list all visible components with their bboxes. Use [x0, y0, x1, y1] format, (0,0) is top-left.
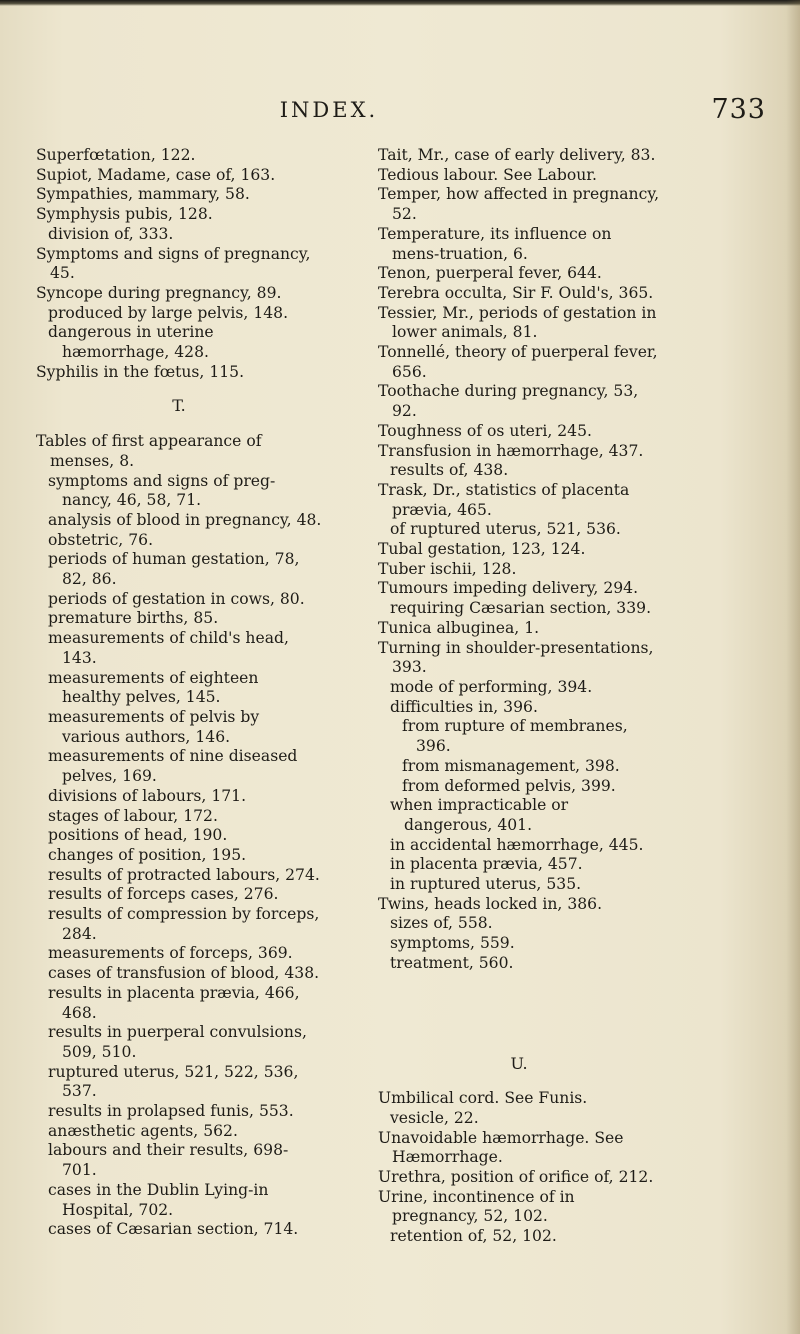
index-entry: Tait, Mr., case of early delivery, 83.: [378, 146, 656, 164]
index-entry: Syncope during pregnancy, 89.: [36, 283, 282, 302]
index-entry: Tumours impeding delivery, 294.: [378, 579, 639, 598]
index-entry: measurements of eighteen healthy pelves, 145.: [48, 668, 259, 707]
index-entry: mode of performing, 394.: [390, 677, 593, 696]
index-entry: results in placenta prævia, 466, 468.: [48, 983, 300, 1022]
index-section-u: [378, 1089, 660, 1247]
index-entry: Twins, heads locked in, 386.: [378, 894, 603, 913]
index-entry: Trask, Dr., statistics of placenta prævia, 465.: [378, 480, 630, 519]
index-entry: measurements of forceps, 369.: [48, 944, 293, 963]
index-entry: results of forceps cases, 276.: [48, 885, 279, 904]
index-entry: Syphilis in the fœtus, 115.: [36, 362, 245, 381]
index-entry: produced by large pelvis, 148.: [48, 303, 289, 322]
index-entry: in placenta prævia, 457.: [390, 855, 583, 874]
index-section-t-continued: [378, 146, 660, 974]
index-entry: Umbilical cord. See Funis.: [378, 1089, 588, 1108]
index-entry: Tuber ischii, 128.: [378, 559, 517, 578]
index-entry: vesicle, 22.: [390, 1108, 479, 1127]
index-entry: cases in the Dublin Lying-in Hospital, 702.: [48, 1180, 269, 1219]
index-entry: division of, 333.: [48, 224, 174, 243]
index-entry: results of, 438.: [390, 461, 509, 480]
index-entry: Urine, incontinence of in pregnancy, 52, 102.: [378, 1187, 575, 1226]
index-entry: Tedious labour. See Labour.: [378, 165, 597, 184]
index-entry: ruptured uterus, 521, 522, 536, 537.: [48, 1062, 299, 1101]
index-entry: anæsthetic agents, 562.: [48, 1121, 238, 1140]
index-section-t: [36, 432, 322, 1240]
index-entry: difficulties in, 396.: [390, 697, 538, 716]
right-column: [378, 146, 660, 1247]
index-entry: results of compression by forceps, 284.: [48, 905, 320, 943]
index-entry: Superfœtation, 122.: [36, 146, 196, 164]
index-entry: from mismanagement, 398.: [402, 756, 620, 775]
index-entry: results in prolapsed funis, 553.: [48, 1102, 294, 1121]
index-entry: Sympathies, mammary, 58.: [36, 185, 250, 204]
index-entry: retention of, 52, 102.: [390, 1227, 557, 1246]
index-entry: Temper, how affected in pregnancy, 52.: [378, 185, 660, 224]
page-top-shadow: [0, 0, 800, 6]
index-entry: Supiot, Madame, case of, 163.: [36, 165, 276, 184]
index-entry: from rupture of membranes, 396.: [402, 717, 628, 756]
index-entry: Tenon, puerperal fever, 644.: [378, 264, 602, 283]
index-entry: analysis of blood in pregnancy, 48.: [48, 510, 322, 529]
index-entry: premature births, 85.: [48, 609, 219, 628]
index-entry: when impracticable or dangerous, 401.: [390, 796, 569, 834]
index-entry: Tubal gestation, 123, 124.: [378, 540, 586, 559]
index-entry: measurements of nine diseased pelves, 169.: [48, 747, 298, 786]
index-entry: in accidental hæmorrhage, 445.: [390, 835, 644, 854]
index-entry: Tessier, Mr., periods of gestation in lower animals, 81.: [378, 303, 657, 342]
index-entry: Toothache during pregnancy, 53, 92.: [378, 382, 639, 421]
index-entry: Symphysis pubis, 128.: [36, 205, 213, 224]
index-entry: Urethra, position of orifice of, 212.: [378, 1168, 654, 1187]
index-entry: periods of gestation in cows, 80.: [48, 589, 305, 608]
index-entry: from deformed pelvis, 399.: [402, 776, 616, 795]
index-entry: results in puerperal convulsions, 509, 510.: [48, 1023, 307, 1061]
index-entry: Temperature, its influence on mens-truation, 6.: [378, 224, 612, 263]
index-entry: measurements of child's head, 143.: [48, 629, 289, 667]
index-entry: Symptoms and signs of pregnancy, 45.: [36, 244, 311, 283]
index-entry: symptoms, 559.: [390, 934, 515, 953]
index-entry: measurements of pelvis by various authors, 146.: [48, 707, 260, 746]
page-number: 733: [711, 94, 766, 125]
index-section-s: [36, 146, 322, 382]
index-entry: dangerous in uterine hæmorrhage, 428.: [48, 323, 214, 362]
index-entry: labours and their results, 698-701.: [48, 1141, 289, 1180]
index-entry: cases of Cæsarian section, 714.: [48, 1220, 299, 1239]
index-entry: of ruptured uterus, 521, 536.: [390, 520, 621, 539]
page-edge-shadow: [786, 0, 800, 1334]
index-entry: Tables of first appearance of menses, 8.: [36, 432, 262, 470]
index-entry: sizes of, 558.: [390, 914, 493, 933]
index-entry: positions of head, 190.: [48, 826, 228, 845]
spacer: [378, 974, 660, 1040]
running-title: INDEX.: [279, 98, 379, 122]
index-entry: results of protracted labours, 274.: [48, 865, 320, 884]
index-entry: stages of labour, 172.: [48, 806, 218, 825]
index-entry: Tonnellé, theory of puerperal fever, 656.: [378, 343, 658, 381]
index-entry: periods of human gestation, 78, 82, 86.: [48, 550, 300, 589]
index-entry: obstetric, 76.: [48, 530, 154, 549]
index-entry: Turning in shoulder-presentations, 393.: [378, 638, 654, 677]
index-entry: in ruptured uterus, 535.: [390, 875, 582, 894]
index-entry: treatment, 560.: [390, 953, 514, 972]
index-entry: cases of transfusion of blood, 438.: [48, 964, 320, 983]
index-entry: Unavoidable hæmorrhage. See Hæmorrhage.: [378, 1128, 624, 1167]
index-entry: changes of position, 195.: [48, 845, 247, 864]
index-entry: Terebra occulta, Sir F. Ould's, 365.: [378, 283, 654, 302]
section-letter-u: U.: [510, 1053, 528, 1073]
index-entry: divisions of labours, 171.: [48, 786, 247, 805]
index-entry: requiring Cæsarian section, 339.: [390, 599, 652, 618]
left-column: [36, 146, 322, 1240]
index-entry: symptoms and signs of preg-nancy, 46, 58, 71.: [48, 471, 276, 510]
page-header: [0, 94, 800, 126]
section-letter-t: T.: [172, 396, 186, 416]
index-entry: Transfusion in hæmorrhage, 437.: [378, 441, 644, 460]
index-entry: Tunica albuginea, 1.: [378, 618, 540, 637]
index-entry: Toughness of os uteri, 245.: [378, 421, 592, 440]
